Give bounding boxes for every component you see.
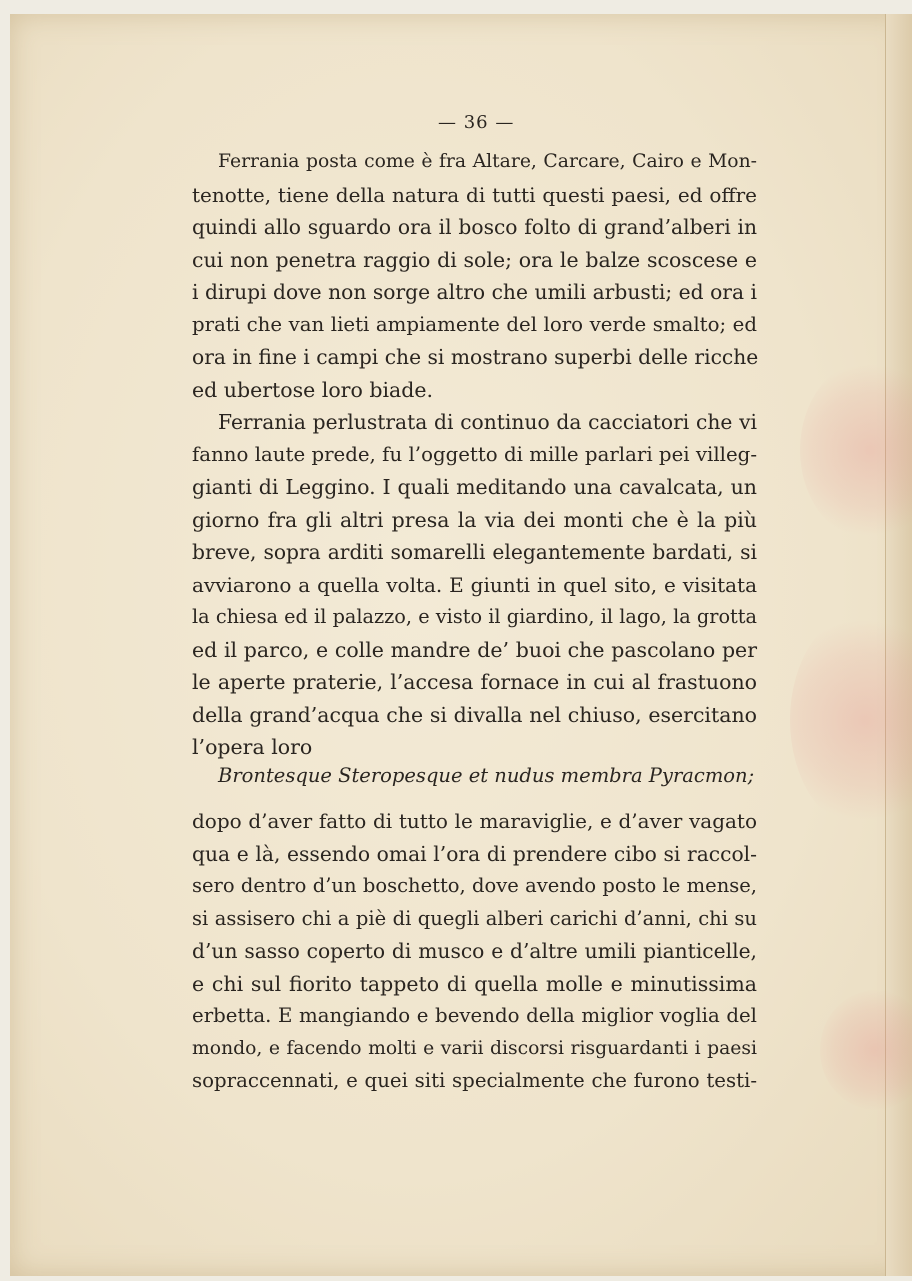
text-line: l’opera loro	[192, 735, 313, 759]
text-line: tenotte, tiene della natura di tutti questi paesi, ed offre	[192, 182, 757, 207]
text-line: i dirupi dove non sorge altro che umili arbusti; ed ora i	[192, 280, 757, 304]
text-line: ed ubertose loro biade.	[192, 377, 434, 402]
text-line: dopo d’aver fatto di tutto le maraviglie, e d’aver vagato	[192, 809, 757, 833]
text-line: della grand’acqua che si divalla nel chiuso, esercitano	[192, 702, 757, 727]
latin-quote: Brontesque Steropesque et nudus membra Pyracmon;	[218, 764, 755, 787]
paragraph-3	[192, 805, 757, 1098]
page-number: — 36 —	[438, 112, 515, 133]
text-line: ed il parco, e colle mandre de’ buoi che pascolano per	[192, 637, 757, 662]
text-line: e chi sul fiorito tappeto di quella molle e minutissima	[192, 971, 757, 996]
text-line: quindi allo sguardo ora il bosco folto di grand’alberi in	[192, 215, 757, 239]
text-line: si assisero chi a piè di quegli alberi carichi d’anni, chi su	[192, 906, 757, 930]
text-line: Ferrania perlustrata di continuo da cacciatori che vi	[218, 410, 757, 434]
text-line: fanno laute prede, fu l’oggetto di mille parlari pei villeg-	[192, 442, 757, 466]
text-line: prati che van lieti ampiamente del loro verde smalto; ed	[192, 312, 757, 336]
paragraph-1	[192, 146, 757, 406]
text-line: avviarono a quella volta. E giunti in quel sito, e visitata	[192, 572, 757, 597]
text-line: erbetta. E mangiando e bevendo della miglior voglia del	[192, 1004, 757, 1027]
text-line: sero dentro d’un boschetto, dove avendo posto le mense,	[192, 874, 757, 897]
text-line: gianti di Leggino. I quali meditando una cavalcata, un	[192, 475, 757, 499]
text-line: ora in fine i campi che si mostrano superbi delle ricche	[192, 345, 759, 369]
text-line: mondo, e facendo molti e varii discorsi risguardanti i paesi	[192, 1037, 757, 1059]
text-line: breve, sopra arditi somarelli elegantemente bardati, si	[192, 540, 757, 564]
text-line: cui non penetra raggio di sole; ora le balze scoscese e	[192, 247, 757, 272]
paragraph-2	[192, 406, 757, 764]
text-line: la chiesa ed il palazzo, e visto il giardino, il lago, la grotta	[192, 605, 757, 628]
text-line: le aperte praterie, l’accesa fornace in cui al frastuono	[192, 670, 757, 694]
text-line: sopraccennati, e quei siti specialmente che furono testi-	[192, 1069, 757, 1092]
text-line: Ferrania posta come è fra Altare, Carcare, Cairo e Mon-	[218, 151, 757, 172]
text-line: d’un sasso coperto di musco e d’altre umili pianticelle,	[192, 939, 757, 963]
text-line: giorno fra gli altri presa la via dei monti che è la più	[192, 507, 757, 532]
text-line: qua e là, essendo omai l’ora di prendere cibo si raccol-	[192, 841, 757, 866]
